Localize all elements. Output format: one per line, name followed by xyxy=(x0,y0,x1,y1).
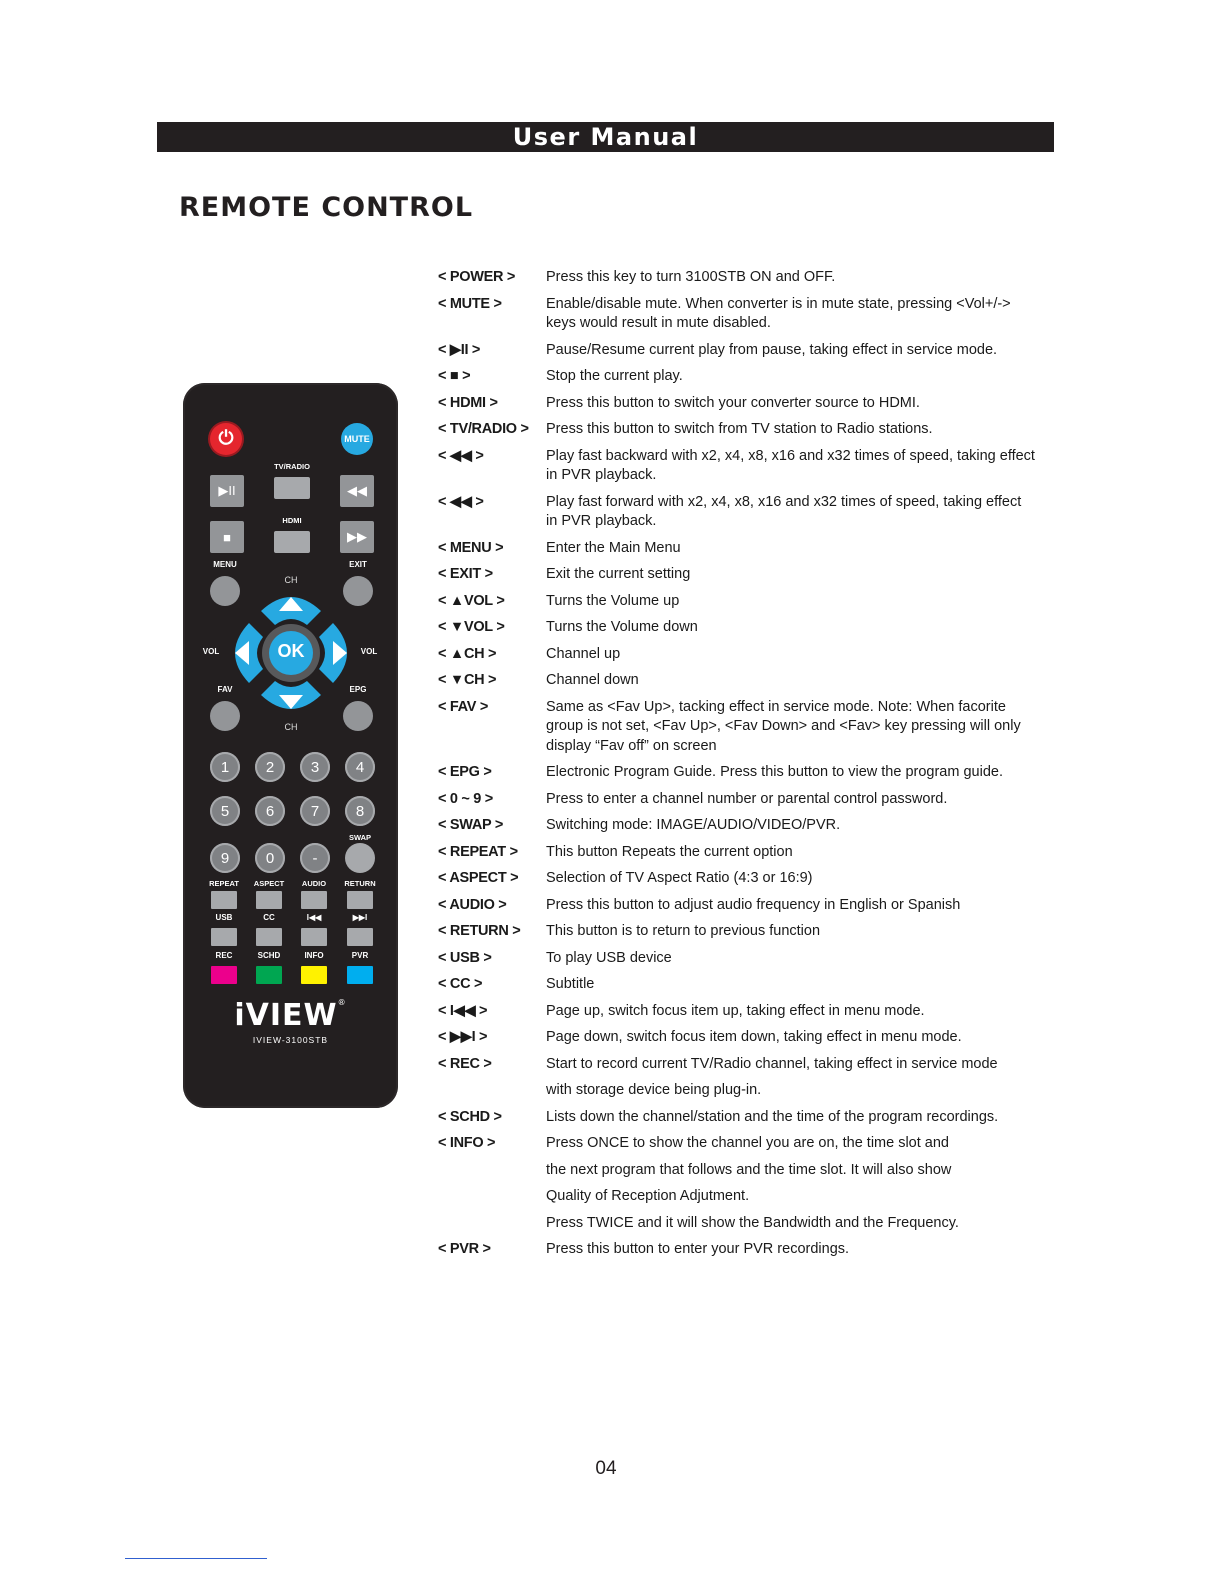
key-description-line: This button is to return to previous function xyxy=(546,923,821,939)
key-name: < ▶▶I > xyxy=(438,1029,488,1045)
key-name: < MUTE > xyxy=(438,295,502,312)
key-name: < HDMI > xyxy=(438,394,498,411)
exit-label: EXIT xyxy=(349,560,367,569)
key-row xyxy=(438,645,1078,665)
key-row xyxy=(438,1028,1078,1048)
key-description-line: Lists down the channel/station and the time of the program recordings. xyxy=(546,1108,999,1125)
key-row xyxy=(438,1240,1078,1260)
key-description xyxy=(546,1134,1078,1233)
next-label: ▶▶I xyxy=(352,913,368,922)
key-description-line: Channel down xyxy=(546,672,639,688)
brand-name: iVIEW xyxy=(234,998,338,1033)
key-description-line: Same as <Fav Up>, tacking effect in service mode. Note: When facorite xyxy=(546,698,1006,715)
number-button-5: 5 xyxy=(210,796,240,826)
key-name: < POWER > xyxy=(438,269,516,285)
key-description-line: the next program that follows and the time slot. It will also show xyxy=(546,1161,952,1178)
key-description xyxy=(546,493,1078,532)
key-description xyxy=(546,975,1078,995)
key-row xyxy=(438,975,1078,995)
key-description-line: Press ONCE to show the channel you are on, the time slot and xyxy=(546,1135,949,1151)
key-row xyxy=(438,394,1078,414)
key-description xyxy=(546,420,1078,440)
key-description xyxy=(546,896,1078,916)
hdmi-button xyxy=(274,531,310,553)
key-description-line: keys would result in mute disabled. xyxy=(546,315,771,331)
number-button-0: 0 xyxy=(255,843,285,873)
key-description xyxy=(546,268,1078,288)
key-description xyxy=(546,447,1078,486)
key-name: < EPG > xyxy=(438,764,492,780)
prev-label: I◀◀ xyxy=(306,913,322,922)
model-label: IVIEW-3100STB xyxy=(252,1035,329,1045)
key-description xyxy=(546,671,1078,691)
key-row xyxy=(438,341,1078,361)
key-description xyxy=(546,949,1078,969)
key-description-line: in PVR playback. xyxy=(546,467,657,483)
key-description-line: Page up, switch focus item up, taking effect in menu mode. xyxy=(546,1002,925,1019)
ok-label: OK xyxy=(277,641,305,661)
key-description-line: display “Fav off” on screen xyxy=(546,737,717,754)
key-name: < ◀◀ > xyxy=(438,493,484,510)
cc-button xyxy=(256,928,282,946)
key-description xyxy=(546,341,1078,361)
key-name: < PVR > xyxy=(438,1241,491,1257)
key-description-line: To play USB device xyxy=(546,949,672,966)
number-button-6: 6 xyxy=(255,796,285,826)
key-row xyxy=(438,420,1078,440)
key-description xyxy=(546,1002,1078,1022)
key-description-line: Press this button to switch your converter source to HDMI. xyxy=(546,394,920,411)
key-description xyxy=(546,869,1078,889)
key-name: < ASPECT > xyxy=(438,870,519,886)
aspect-button xyxy=(256,891,282,909)
key-description xyxy=(546,367,1078,387)
schd-color-button xyxy=(256,966,282,984)
key-name: < ▲CH > xyxy=(438,645,497,662)
key-row xyxy=(438,493,1078,532)
key-description-line: Press this button to adjust audio frequency in English or Spanish xyxy=(546,896,961,913)
fast-forward-button: ▶▶ xyxy=(340,521,374,553)
section-title: REMOTE CONTROL xyxy=(179,192,474,223)
number-button-8: 8 xyxy=(345,796,375,826)
key-description-line: Turns the Volume down xyxy=(546,619,698,635)
menu-label: MENU xyxy=(213,560,237,569)
key-row xyxy=(438,816,1078,836)
key-description xyxy=(546,1240,1078,1260)
return-label: RETURN xyxy=(344,879,376,888)
key-name: < ▼VOL > xyxy=(438,619,505,635)
number-button-2: 2 xyxy=(255,752,285,782)
key-description-line: Pause/Resume current play from pause, taking effect in service mode. xyxy=(546,341,998,358)
key-description xyxy=(546,1055,1078,1101)
key-name: < ◀◀ > xyxy=(438,447,484,464)
key-row xyxy=(438,922,1078,942)
page-header: User Manual xyxy=(157,122,1054,152)
key-row xyxy=(438,592,1078,612)
key-name: < TV/RADIO > xyxy=(438,421,529,437)
key-description-line: Exit the current setting xyxy=(546,566,691,582)
key-description-line: Selection of TV Aspect Ratio (4:3 or 16:9) xyxy=(546,870,813,886)
usb-button xyxy=(211,928,237,946)
key-description-line: Stop the current play. xyxy=(546,368,683,384)
epg-button xyxy=(343,701,373,731)
key-name: < ▼CH > xyxy=(438,672,497,688)
next-button xyxy=(347,928,373,946)
key-row xyxy=(438,1134,1078,1233)
key-description xyxy=(546,618,1078,638)
key-description-line: Electronic Program Guide. Press this button to view the program guide. xyxy=(546,764,1003,780)
vol-right-label: VOL xyxy=(360,647,378,656)
key-description xyxy=(546,698,1078,757)
key-row xyxy=(438,1108,1078,1128)
info-label: INFO xyxy=(304,951,324,960)
key-name: < INFO > xyxy=(438,1135,496,1151)
key-row xyxy=(438,1055,1078,1101)
key-name: < ▲VOL > xyxy=(438,592,505,609)
key-row xyxy=(438,671,1078,691)
key-description-line: Press this button to enter your PVR recordings. xyxy=(546,1241,850,1257)
vol-left-label: VOL xyxy=(202,647,220,656)
key-description-line: with storage device being plug-in. xyxy=(546,1082,762,1098)
key-description xyxy=(546,592,1078,612)
key-row xyxy=(438,896,1078,916)
key-name: < 0 ~ 9 > xyxy=(438,790,493,807)
footer-rule xyxy=(125,1558,267,1559)
key-name: < FAV > xyxy=(438,698,489,715)
swap-label: SWAP xyxy=(348,833,372,842)
tv-radio-button xyxy=(274,477,310,499)
key-name: < I◀◀ > xyxy=(438,1002,488,1019)
ch-down-label: CH xyxy=(284,722,298,732)
key-description xyxy=(546,790,1078,810)
key-description-line: Press this button to switch from TV station to Radio stations. xyxy=(546,421,933,437)
key-name: < SWAP > xyxy=(438,817,504,833)
schd-label: SCHD xyxy=(257,951,281,960)
page-number: 04 xyxy=(595,1458,617,1479)
key-row xyxy=(438,447,1078,486)
key-description xyxy=(546,539,1078,559)
brand-logo xyxy=(183,998,398,1033)
key-description-list xyxy=(438,268,1078,1267)
number-button-7: 7 xyxy=(300,796,330,826)
key-name: < ■ > xyxy=(438,368,471,384)
audio-button xyxy=(301,891,327,909)
key-description xyxy=(546,843,1078,863)
key-name: < REC > xyxy=(438,1055,492,1072)
key-row xyxy=(438,698,1078,757)
pvr-label: PVR xyxy=(351,951,369,960)
fast-backward-button: ◀◀ xyxy=(340,475,374,507)
rec-color-button xyxy=(211,966,237,984)
number-button-4: 4 xyxy=(345,752,375,782)
key-description-line: Subtitle xyxy=(546,976,595,992)
repeat-label: REPEAT xyxy=(209,879,239,888)
epg-label: EPG xyxy=(349,685,367,694)
key-description-line: Play fast forward with x2, x4, x8, x16 and x32 times of speed, taking effect xyxy=(546,493,1022,510)
key-description-line: Enter the Main Menu xyxy=(546,539,681,556)
key-name: < USB > xyxy=(438,949,492,966)
prev-button xyxy=(301,928,327,946)
key-description-line: Press TWICE and it will show the Bandwidth and the Frequency. xyxy=(546,1214,959,1231)
ch-up-label: CH xyxy=(284,575,298,585)
key-description-line: Quality of Reception Adjutment. xyxy=(546,1188,750,1204)
key-description-line: Switching mode: IMAGE/AUDIO/VIDEO/PVR. xyxy=(546,817,841,833)
key-row xyxy=(438,1002,1078,1022)
key-row xyxy=(438,790,1078,810)
key-row xyxy=(438,539,1078,559)
mute-button: MUTE xyxy=(341,423,373,455)
key-name: < SCHD > xyxy=(438,1108,502,1125)
tv-radio-label: TV/RADIO xyxy=(274,462,310,471)
key-description-line: in PVR playback. xyxy=(546,513,657,529)
audio-label: AUDIO xyxy=(301,879,327,888)
key-name: < CC > xyxy=(438,976,483,992)
key-description-line: Start to record current TV/Radio channel, taking effect in service mode xyxy=(546,1055,998,1072)
key-name: < MENU > xyxy=(438,539,504,556)
key-row xyxy=(438,565,1078,585)
key-row xyxy=(438,618,1078,638)
registered-mark: ® xyxy=(337,998,347,1007)
cc-label: CC xyxy=(263,913,275,922)
key-row xyxy=(438,295,1078,334)
number-button-3: 3 xyxy=(300,752,330,782)
key-description xyxy=(546,295,1078,334)
key-name: < EXIT > xyxy=(438,566,493,582)
key-row xyxy=(438,869,1078,889)
rec-label: REC xyxy=(215,951,233,960)
key-row xyxy=(438,763,1078,783)
dash-button: - xyxy=(300,843,330,873)
key-description-line: Enable/disable mute. When converter is in mute state, pressing <Vol+/-> xyxy=(546,295,1011,312)
remote-control-illustration xyxy=(183,383,398,1108)
key-name: < REPEAT > xyxy=(438,843,518,860)
usb-label: USB xyxy=(215,913,233,922)
key-description-line: Turns the Volume up xyxy=(546,592,680,609)
key-row xyxy=(438,949,1078,969)
aspect-label: ASPECT xyxy=(253,879,285,888)
key-description-line: Play fast backward with x2, x4, x8, x16 and x32 times of speed, taking effect xyxy=(546,447,1035,464)
key-description-line: group is not set, <Fav Up>, <Fav Down> and <Fav> key pressing will only xyxy=(546,718,1021,734)
swap-button xyxy=(345,843,375,873)
key-description xyxy=(546,394,1078,414)
fav-label: FAV xyxy=(217,685,233,694)
stop-button: ■ xyxy=(210,521,244,553)
key-description xyxy=(546,645,1078,665)
key-description xyxy=(546,763,1078,783)
number-button-9: 9 xyxy=(210,843,240,873)
play-pause-button: ▶II xyxy=(210,475,244,507)
key-description-line: Press to enter a channel number or parental control password. xyxy=(546,790,948,807)
key-description-line: Channel up xyxy=(546,645,621,662)
key-description xyxy=(546,816,1078,836)
key-row xyxy=(438,843,1078,863)
key-row xyxy=(438,367,1078,387)
key-description-line: This button Repeats the current option xyxy=(546,843,793,860)
key-description xyxy=(546,1028,1078,1048)
key-description xyxy=(546,922,1078,942)
key-description xyxy=(546,565,1078,585)
key-name: < RETURN > xyxy=(438,923,521,939)
power-icon: ⏻ xyxy=(210,423,242,455)
pvr-color-button xyxy=(347,966,373,984)
repeat-button xyxy=(211,891,237,909)
key-row xyxy=(438,268,1078,288)
key-name: < AUDIO > xyxy=(438,896,507,913)
key-description-line: Page down, switch focus item down, taking effect in menu mode. xyxy=(546,1029,962,1045)
return-button xyxy=(347,891,373,909)
info-color-button xyxy=(301,966,327,984)
key-description-line: Press this key to turn 3100STB ON and OFF. xyxy=(546,269,836,285)
key-description xyxy=(546,1108,1078,1128)
fav-button xyxy=(210,701,240,731)
number-button-1: 1 xyxy=(210,752,240,782)
key-name: < ▶II > xyxy=(438,341,481,358)
hdmi-label: HDMI xyxy=(282,516,302,525)
